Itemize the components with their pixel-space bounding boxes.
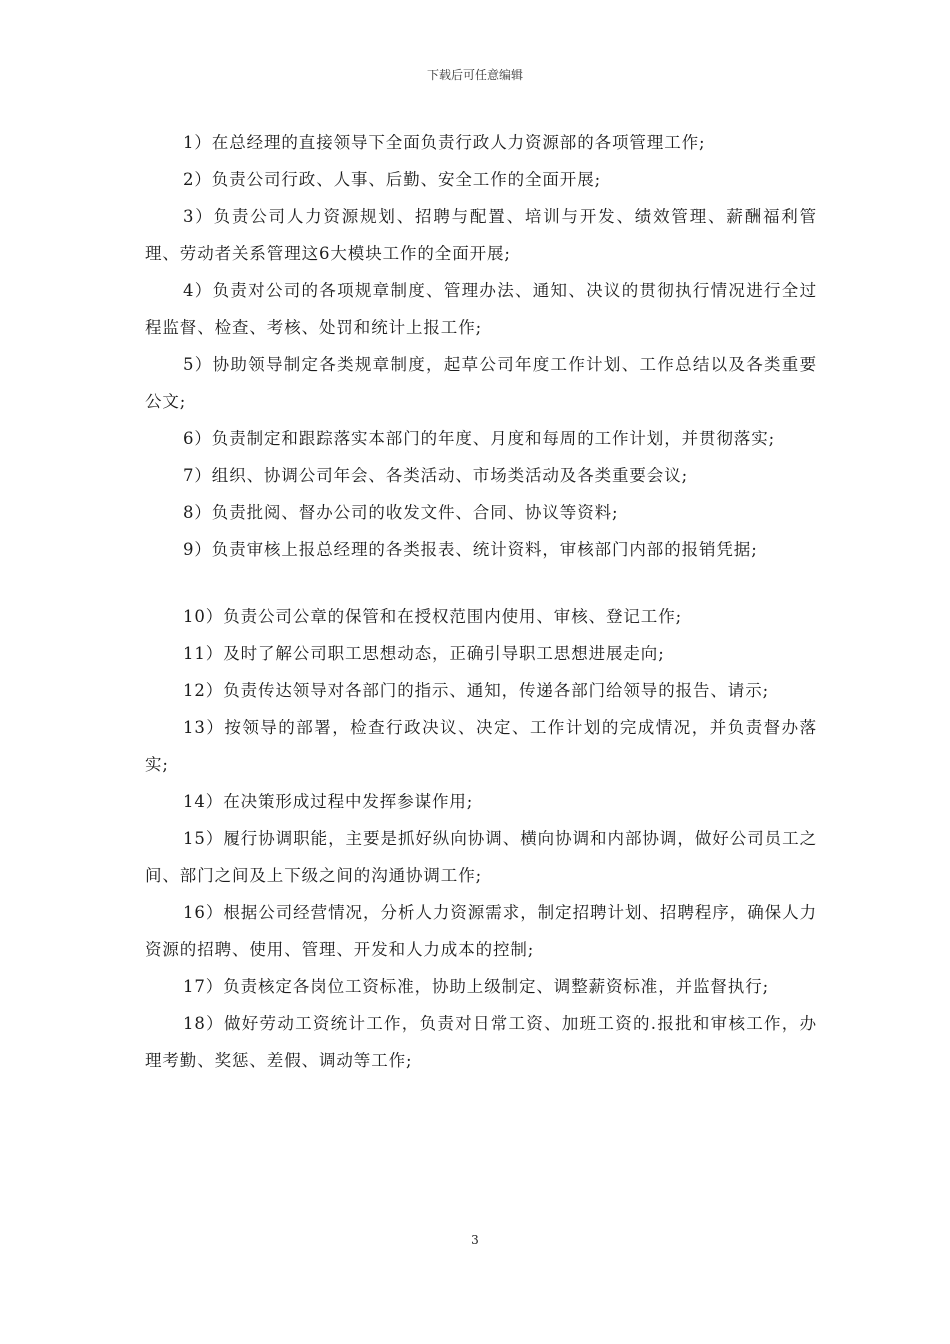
list-item: 17）负责核定各岗位工资标准，协助上级制定、调整薪资标准，并监督执行; (183, 977, 770, 996)
list-item: 6）负责制定和跟踪落实本部门的年度、月度和每周的工作计划，并贯彻落实; (183, 429, 776, 448)
paragraph-gap (145, 568, 817, 598)
list-item: 12）负责传达领导对各部门的指示、通知，传递各部门给领导的报告、请示; (183, 681, 770, 700)
list-item: 5）协助领导制定各类规章制度，起草公司年度工作计划、工作总结以及各类重要公文; (145, 355, 817, 411)
list-item: 11）及时了解公司职工思想动态，正确引导职工思想进展走向; (183, 644, 665, 663)
list-item: 3）负责公司人力资源规划、招聘与配置、培训与开发、绩效管理、薪酬福利管理、劳动者关系管理这6大模块工作的全面开展; (145, 207, 817, 263)
list-item: 15）履行协调职能，主要是抓好纵向协调、横向协调和内部协调，做好公司员工之间、部门之间及上下级之间的沟通协调工作; (145, 829, 817, 885)
list-item: 13）按领导的部署，检查行政决议、决定、工作计划的完成情况，并负责督办落实; (145, 718, 817, 774)
list-item: 2）负责公司行政、人事、后勤、安全工作的全面开展; (183, 170, 602, 189)
list-item: 8）负责批阅、督办公司的收发文件、合同、协议等资料; (183, 503, 619, 522)
list-item: 18）做好劳动工资统计工作，负责对日常工资、加班工资的.报批和审核工作，办理考勤、奖惩、差假、调动等工作; (145, 1014, 817, 1070)
list-item: 9）负责审核上报总经理的各类报表、统计资料，审核部门内部的报销凭据; (183, 540, 758, 559)
page-header: 下载后可任意编辑 (426, 68, 523, 82)
document-body (145, 124, 817, 1079)
list-item: 1）在总经理的直接领导下全面负责行政人力资源部的各项管理工作; (183, 133, 706, 152)
list-item: 4）负责对公司的各项规章制度、管理办法、通知、决议的贯彻执行情况进行全过程监督、检查、考核、处罚和统计上报工作; (145, 281, 817, 337)
page-number: 3 (471, 1233, 479, 1247)
list-item: 10）负责公司公章的保管和在授权范围内使用、审核、登记工作; (183, 607, 683, 626)
list-item: 14）在决策形成过程中发挥参谋作用; (183, 792, 474, 811)
list-item: 16）根据公司经营情况，分析人力资源需求，制定招聘计划、招聘程序，确保人力资源的招聘、使用、管理、开发和人力成本的控制; (145, 903, 817, 959)
list-item: 7）组织、协调公司年会、各类活动、市场类活动及各类重要会议; (183, 466, 689, 485)
